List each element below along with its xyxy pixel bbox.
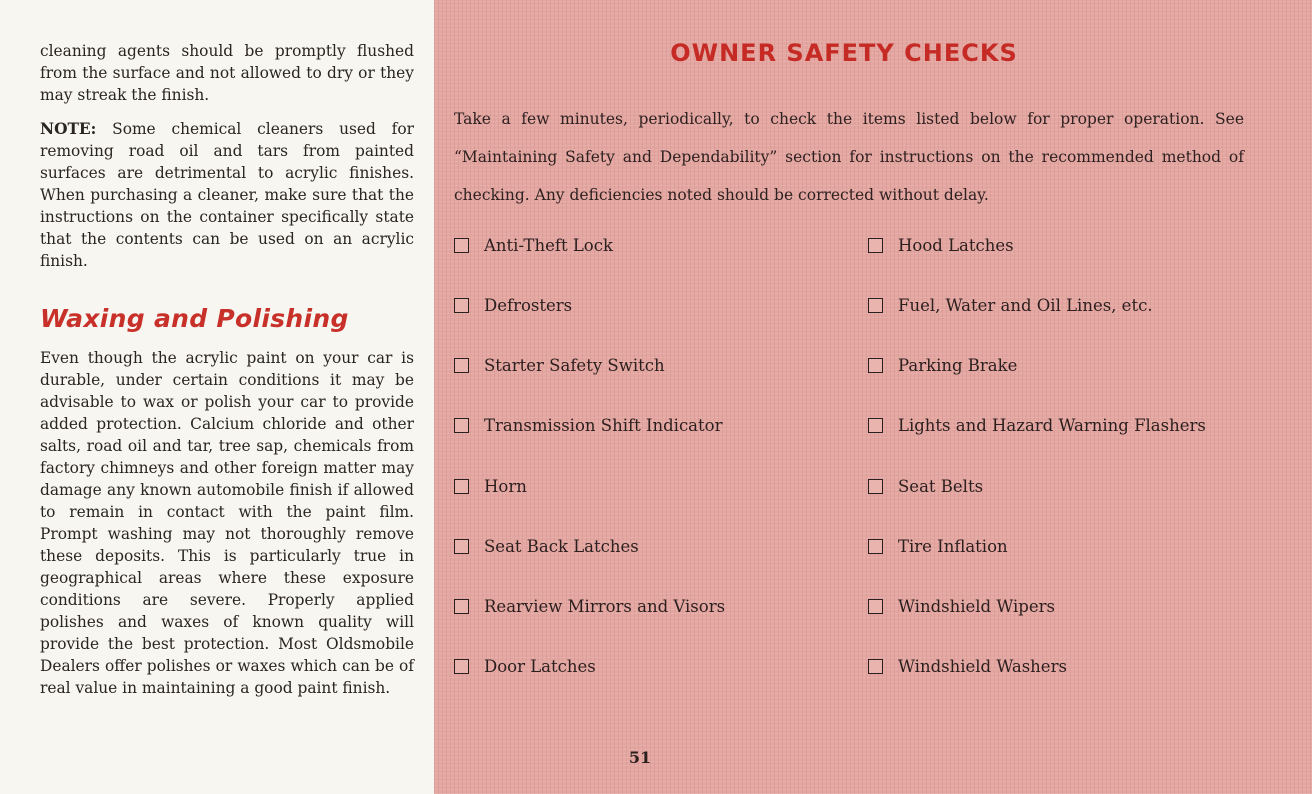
checklist-item-label: Door Latches [484,657,596,676]
checklist-item-label: Lights and Hazard Warning Flashers [898,416,1206,435]
checkbox[interactable] [454,599,469,614]
checklist-item-label: Horn [484,477,527,496]
left-page [0,0,434,794]
checklist-item[interactable] [868,657,1067,676]
section-heading: Waxing and Polishing [40,304,349,333]
right-page [434,0,1312,794]
section-paragraph: Even though the acrylic paint on your car is durable, under certain conditions it may be advisable to wax or polish your car to provide added protection. Calcium chloride and other salts, road oil and tar, tree sap, chemicals from factory chimneys and other foreign matter may damage any known automobile finish if allowed to remain in contact with the paint film. Prompt washing may not thoroughly remove these deposits. This is particularly true in geographical areas where these exposure conditions are severe. Properly applied polishes and waxes of known quality will provide the best protection. Most Oldsmobile Dealers offer polishes or waxes which can be of real value in maintaining a good paint finish. [40,349,414,697]
checklist-item-label: Tire Inflation [898,537,1008,556]
checkbox[interactable] [454,418,469,433]
page-title: OWNER SAFETY CHECKS [670,39,1018,67]
checkbox[interactable] [454,539,469,554]
page-number: 51 [628,748,652,767]
checklist-item-label: Windshield Washers [898,657,1067,676]
checkbox[interactable] [454,659,469,674]
continuation-paragraph: cleaning agents should be promptly flushed from the surface and not allowed to dry or they may streak the finish. [40,42,414,104]
checklist-item-label: Windshield Wipers [898,597,1055,616]
checklist-item[interactable] [868,477,983,496]
checkbox[interactable] [868,358,883,373]
checkbox[interactable] [868,539,883,554]
checkbox[interactable] [454,479,469,494]
checklist-item-label: Hood Latches [898,236,1014,255]
checkbox[interactable] [868,659,883,674]
checkbox[interactable] [454,358,469,373]
checklist-item-label: Fuel, Water and Oil Lines, etc. [898,296,1153,315]
checklist-item[interactable] [454,416,722,435]
checklist-item-label: Parking Brake [898,356,1018,375]
intro-paragraph: Take a few minutes, periodically, to check the items listed below for proper operation. See “Maintaining Safety and Dependability” section for instructions on the recommended method of checking. Any deficiencies noted should be corrected without delay. [454,110,1244,204]
checklist-item-label: Seat Belts [898,477,984,496]
checkbox[interactable] [868,479,883,494]
checkbox[interactable] [454,298,469,313]
note-label: NOTE: [40,120,97,138]
checklist-item[interactable] [868,356,1017,375]
checklist-item[interactable] [454,296,572,315]
checklist-item[interactable] [868,296,1153,315]
checklist-item[interactable] [868,416,1206,435]
checkbox[interactable] [454,238,469,253]
checkbox[interactable] [868,418,883,433]
checklist-item[interactable] [454,657,596,676]
checklist-item[interactable] [454,537,639,556]
checkbox[interactable] [868,599,883,614]
checklist-item-label: Rearview Mirrors and Visors [484,597,726,616]
checklist-item[interactable] [868,537,1008,556]
note-paragraph [40,118,414,272]
checklist-item-label: Seat Back Latches [484,537,639,556]
checkbox[interactable] [868,298,883,313]
checklist-item[interactable] [454,477,527,496]
checklist-item-label: Transmission Shift Indicator [484,416,723,435]
checkbox[interactable] [868,238,883,253]
checklist-item[interactable] [454,236,613,255]
checklist-item-label: Anti-Theft Lock [484,236,613,255]
checklist-item[interactable] [868,236,1014,255]
checklist-item-label: Defrosters [484,296,573,315]
note-text: Some chemical cleaners used for removing road oil and tars from painted surfaces are detrimental to acrylic finishes. When purchasing a cleaner, make sure that the instructions on the container specifically state that the contents can be used on an acrylic finish. [40,120,414,270]
checklist-item[interactable] [454,356,665,375]
checklist-item-label: Starter Safety Switch [484,356,665,375]
checklist-item[interactable] [454,597,725,616]
checklist-item[interactable] [868,597,1055,616]
